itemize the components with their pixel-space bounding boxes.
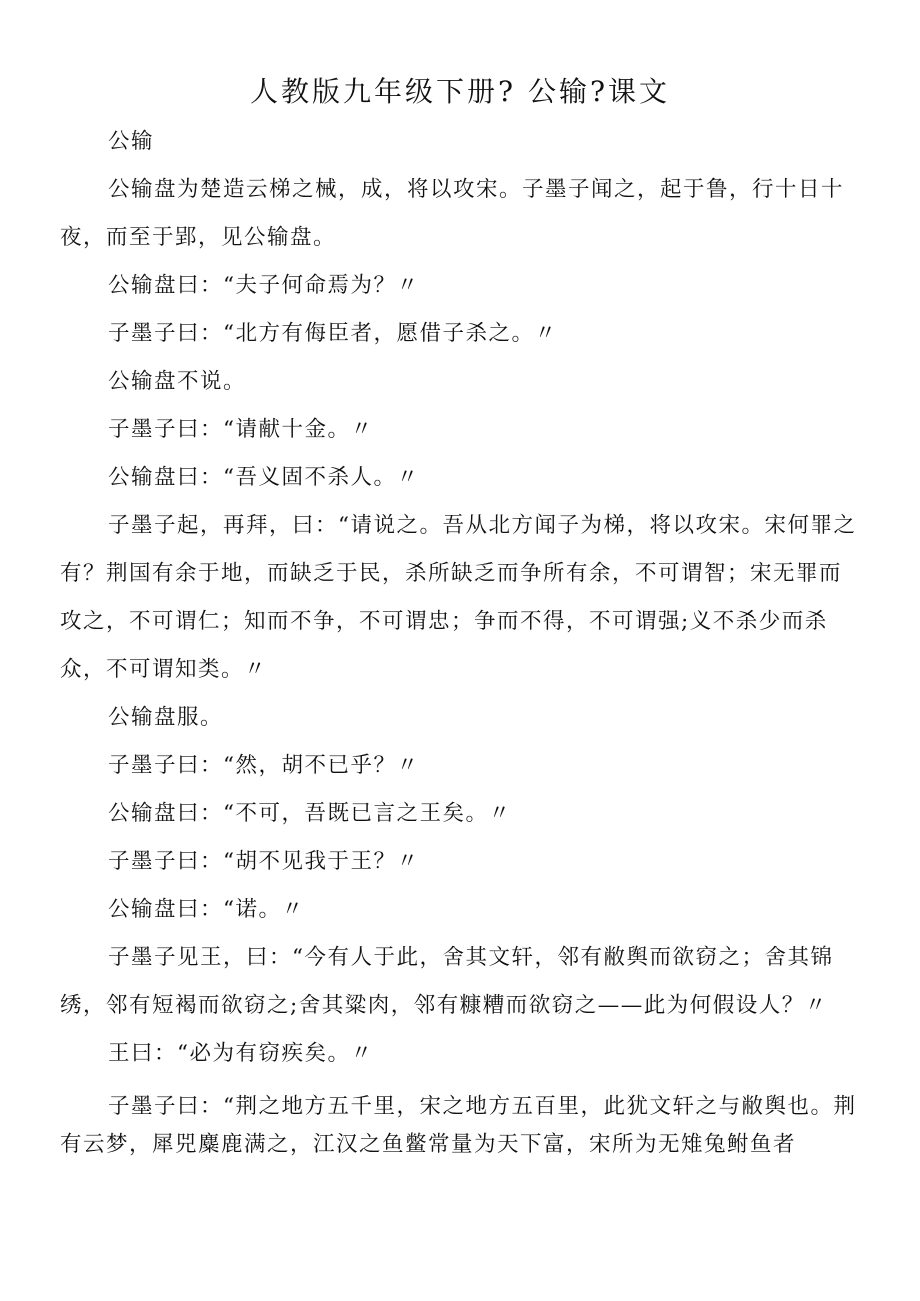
paragraph: 公输盘服。 (108, 705, 224, 730)
paragraph: 子墨子曰：“胡不见我于王？〃 (108, 849, 420, 874)
paragraph: 公输盘曰：“诺。〃 (108, 897, 305, 922)
paragraph: 公输盘为楚造云梯之械，成，将以攻宋。子墨子闻之，起于鲁，行十日十夜，而至于郢，见公输盘。 (60, 177, 845, 250)
paragraph: 公输盘曰：“吾义固不杀人。〃 (108, 465, 420, 490)
paragraph: 子墨子曰：“荆之地方五千里，宋之地方五百里，此犹文轩之与敝舆也。荆有云梦，犀兕麋鹿满之，江汉之鱼鳖常量为天下富，宋所为无雉兔鲋鱼者 (60, 1094, 857, 1157)
paragraph: 子墨子起，再拜，曰：“请说之。吾从北方闻子为梯，将以攻宋。宋何罪之有？荆国有余于地，而缺乏于民，杀所缺乏而争所有余，不可谓智；宋无罪而攻之，不可谓仁；知而不争，不可谓忠；争而不得，不可谓强;义不杀少而杀众，不可谓知类。〃 (60, 513, 857, 682)
paragraph: 子墨子曰：“北方有侮臣者，愿借子杀之。〃 (108, 321, 558, 346)
paragraph-heading: 公输 (108, 129, 155, 154)
paragraph: 子墨子曰：“然，胡不已乎？〃 (108, 753, 420, 778)
paragraph: 王曰：“必为有窃疾矣。〃 (108, 1041, 374, 1066)
paragraph: 子墨子曰：“请献十金。〃 (108, 417, 374, 442)
paragraph: 子墨子见王，曰：“今有人于此，舍其文轩，邻有敝舆而欲窃之；舍其锦绣，邻有短褐而欲窃之;舍其粱肉，邻有糠糟而欲窃之——此为何假设人？〃 (60, 945, 834, 1018)
paragraph: 公输盘曰：“夫子何命焉为？〃 (108, 273, 420, 298)
document-title: 人教版九年级下册? 公输?课文 (250, 75, 670, 108)
paragraph: 公输盘曰：“不可，吾既已言之王矣。〃 (108, 801, 512, 826)
paragraph: 公输盘不说。 (108, 369, 247, 394)
